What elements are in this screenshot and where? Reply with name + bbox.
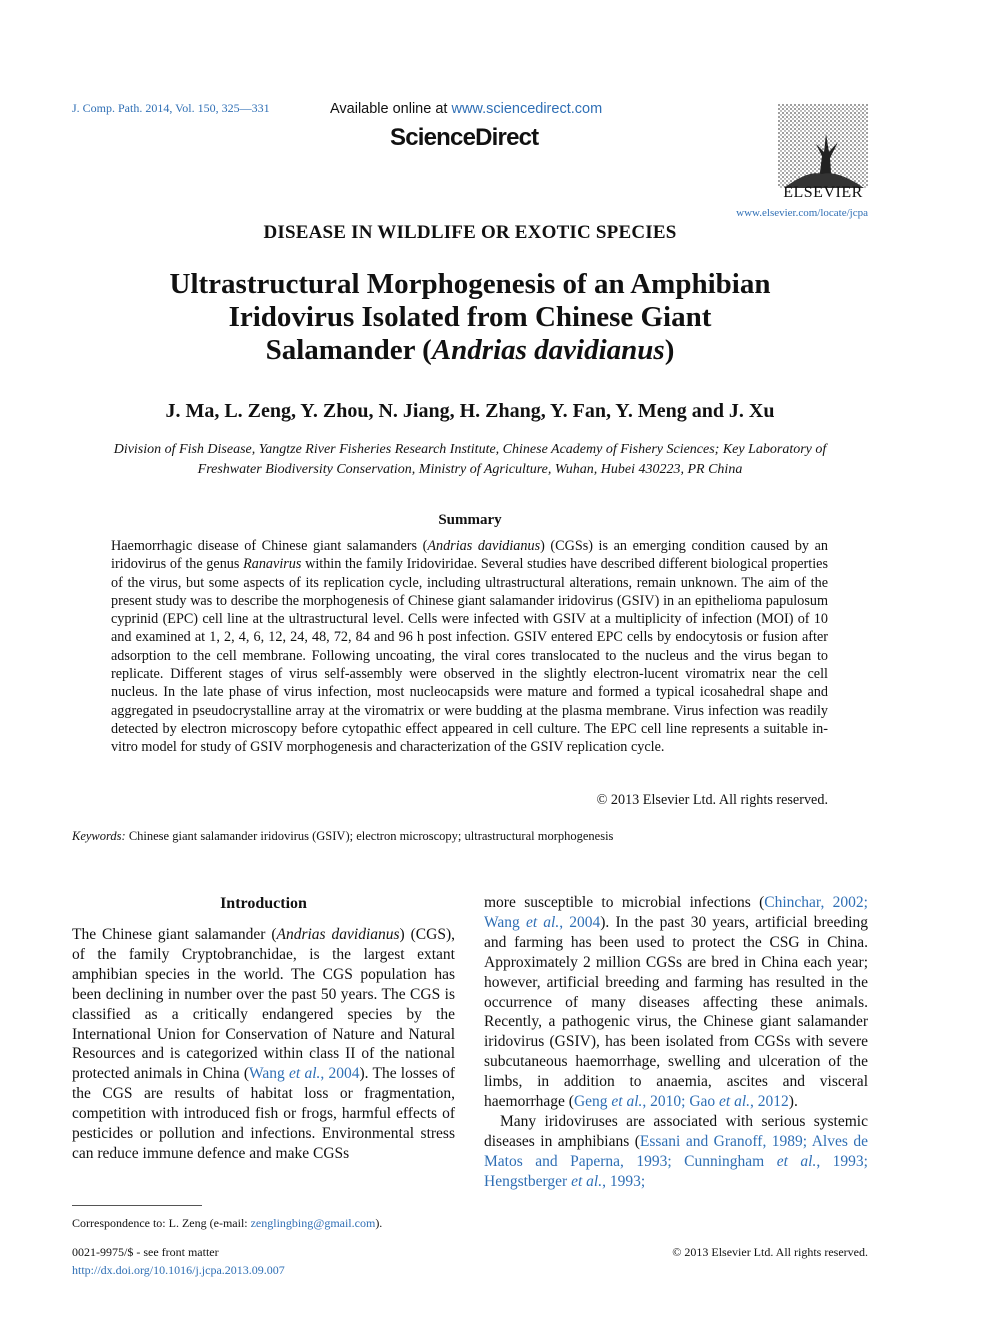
citation-etal: et al. xyxy=(525,913,560,931)
keywords-text: Chinese giant salamander iridovirus (GSIV); electron microscopy; ultrastructural morphogenesis xyxy=(125,829,614,843)
summary-heading: Summary xyxy=(438,512,502,528)
citation-year: , 2012 xyxy=(750,1093,789,1111)
sciencedirect-link[interactable]: www.sciencedirect.com xyxy=(451,101,603,117)
title-text: Salamander ( xyxy=(265,334,432,366)
species-name: Andrias davidianus xyxy=(276,926,400,943)
journal-homepage-link[interactable]: www.elsevier.com/locate/jcpa xyxy=(736,207,868,219)
citation-author: Chinchar, 2002; Wang xyxy=(484,894,868,931)
intro-text: The Chinese giant salamander ( xyxy=(72,926,277,943)
footer-copyright: © 2013 Elsevier Ltd. All rights reserved. xyxy=(672,1245,868,1259)
keywords xyxy=(72,829,872,844)
title-text: ) xyxy=(664,334,675,366)
available-online-line xyxy=(330,101,602,117)
email-link[interactable]: zenglingbing@gmail.com xyxy=(250,1216,376,1230)
citation-year: , 1993; Hengstberger xyxy=(484,1152,868,1190)
intro-text: Many iridoviruses are associated with serious systemic diseases in amphibians ( xyxy=(484,1112,868,1150)
correspondence xyxy=(72,1216,382,1231)
citation-author: Essani and Granoff, 1989; Alves de Matos and Paperna, 1993; Cunningham xyxy=(484,1132,868,1170)
citation-author: Geng xyxy=(573,1093,612,1111)
genus-name: Ranavirus xyxy=(243,556,302,573)
title-line: Iridovirus Isolated from Chinese Giant xyxy=(228,301,712,333)
journal-reference: J. Comp. Path. 2014, Vol. 150, 325—331 xyxy=(72,101,270,115)
affiliation-line: Division of Fish Disease, Yangtze River Fisheries Research Institute, Chinese Academy of Fishery Sciences; Key Laboratory of xyxy=(113,442,827,457)
available-prefix: Available online at xyxy=(330,101,452,117)
elsevier-wordmark: ELSEVIER xyxy=(783,184,863,201)
citation-year: , 1993; xyxy=(602,1172,646,1190)
citation-year: , 2004 xyxy=(320,1065,360,1083)
intro-right-column xyxy=(484,893,868,1192)
summary-text xyxy=(111,537,828,757)
introduction-heading: Introduction xyxy=(220,895,307,912)
intro-paragraph xyxy=(484,1112,868,1192)
citation-etal: et al. xyxy=(289,1065,321,1083)
citation-etal: et al. xyxy=(571,1172,603,1190)
correspondence-suffix: ). xyxy=(375,1216,383,1230)
title-line xyxy=(60,334,880,367)
citation-author: Wang xyxy=(249,1065,290,1083)
citation-link[interactable] xyxy=(574,1093,789,1110)
citation-etal: et al. xyxy=(611,1093,643,1111)
elsevier-tree-logo xyxy=(778,104,868,188)
footnote-rule xyxy=(72,1205,202,1206)
section-heading: DISEASE IN WILDLIFE OR EXOTIC SPECIES xyxy=(263,222,677,243)
intro-left-column xyxy=(72,925,455,1164)
summary-part: ) (CGSs) is an emerging condition caused by an iridovirus of the genus xyxy=(111,538,828,573)
author-list: J. Ma, L. Zeng, Y. Zhou, N. Jiang, H. Zhang, Y. Fan, Y. Meng and J. Xu xyxy=(165,400,775,422)
species-name: Andrias davidianus xyxy=(431,334,665,366)
issn-line: 0021-9975/$ - see front matter xyxy=(72,1245,219,1259)
citation-etal: et al. xyxy=(776,1152,817,1170)
species-name: Andrias davidianus xyxy=(427,538,541,554)
title-line: Ultrastructural Morphogenesis of an Amphibian xyxy=(169,268,771,300)
citation-year: , 2010; Gao xyxy=(642,1093,720,1111)
citation-etal: et al. xyxy=(719,1093,751,1111)
citation-link[interactable] xyxy=(249,1065,359,1082)
sciencedirect-logo: ScienceDirect xyxy=(390,124,539,151)
summary-copyright: © 2013 Elsevier Ltd. All rights reserved. xyxy=(596,792,828,808)
intro-text: ). The losses of the CGS are results of habitat loss or fragmentation, competition with introduced fish or frogs, harmful effects of pesticides or pollution and infections. Environmental stress can reduce immune defence and make CGSs xyxy=(72,1065,455,1162)
summary-part: Haemorrhagic disease of Chinese giant salamanders ( xyxy=(111,538,428,554)
citation-year: , 2004 xyxy=(559,913,601,931)
affiliation xyxy=(80,440,860,480)
intro-text: ) (CGS), of the family Cryptobranchidae, is the largest extant amphibian species in the world. The CGS population has been declining in number over the past 50 years. The CGS is classified as a critically endangered species by the International Union for Conservation of Nature and Natural Resources and is categorized within class II of the national protected animals in China ( xyxy=(72,926,455,1083)
intro-text: ). In the past 30 years, artificial breeding and farming has been used to protect the CSG in China. Approximately 2 million CGSs are bred in China each year; however, artificial breeding and farming has resulted in the occurrence of many diseases affecting these animals. Recently, a pathogenic virus, the Chinese giant salamander iridovirus (GSIV), has been isolated from CGSs with severe subcutaneous haemorrhage, swelling and ulceration of the limbs, in addition to anaemia, ascites and visceral haemorrhage ( xyxy=(484,913,868,1111)
article-title xyxy=(60,268,880,367)
summary-part: within the family Iridoviridae. Several studies have described different biological properties of the virus, but some aspects of its replication cycle, including ultrastructural alterations, remain unknown. The aim of the present study was to describe the morphogenesis of Chinese giant salamander iridovirus (GSIV) in an epithelioma papulosum cyprinid (EPC) cell line at the ultrastructural level. Cells were infected with GSIV at a multiplicity of infection (MOI) of 10 and examined at 1, 2, 4, 6, 12, 24, 48, 72, 84 and 96 h post infection. GSIV entered EPC cells by endocytosis or fusion after adsorption to the cell membrane. Following uncoating, the viral cores translocated to the nucleus and the virus began to replicate. Different stages of virus self-assembly were observed in the slightly electron-lucent viromatrix near the cell nucleus. In the late phase of virus infection, most nucleocapsids were mature and formed a typical icosahedral shape and aggregated in pseudocrystalline array at the viromatrix or were budding at the plasma membrane. Virus infection was readily detected by electron microscopy before cytopathic effect appeared in cell culture. The EPC cell line represents a suitable in-vitro model for study of GSIV morphogenesis and characterization of the GSIV replication cycle. xyxy=(111,556,828,756)
keywords-label: Keywords: xyxy=(72,829,126,843)
intro-paragraph xyxy=(484,893,868,1112)
correspondence-prefix: Correspondence to: L. Zeng (e-mail: xyxy=(72,1216,251,1230)
intro-text: more susceptible to microbial infections ( xyxy=(484,894,765,911)
doi-link[interactable]: http://dx.doi.org/10.1016/j.jcpa.2013.09.007 xyxy=(72,1263,285,1277)
affiliation-line: Freshwater Biodiversity Conservation, Ministry of Agriculture, Wuhan, Hubei 430223, PR China xyxy=(197,462,743,477)
intro-text: ). xyxy=(788,1093,798,1111)
